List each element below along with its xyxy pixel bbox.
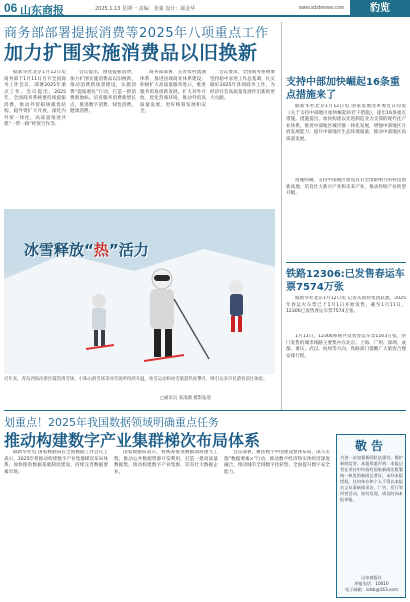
- side-story-1-body-2: 措施明确，支持中部地区建设具有全国影响力的科技创新高地，培育壮大新兴产业和未来产业，推动传统产业转型升级。: [286, 178, 406, 196]
- photo-credit: □通讯员 张凌湖 摄影报道: [160, 396, 211, 401]
- side-story-1-title: 支持中部加快崛起16条重点措施来了: [286, 77, 400, 101]
- bottom-kicker: 划重点！2025年我国数据领域明确重点任务: [4, 416, 219, 429]
- site-url: www.sdsbnews.com: [298, 5, 344, 11]
- notice-title: 敬告: [354, 439, 387, 453]
- section-divider: [4, 410, 406, 411]
- lead-column-1: 据新华社北京1月12日电 商务部于1月11日召开全国商务工作会议，部署2025年重点工作。会议提出，2025年，全国商务系统要持续提振消费，推动外贸稳规模优结构，稳外资扩大开放，深化内外贸一体化，高质量推进共建“一带一路”经贸合作等。: [4, 70, 66, 127]
- masthead: [0, 0, 410, 17]
- side-story-2-body: 据新华社北京1月12日电 记者从国铁集团获悉，2025年春运火车票已于1月1日开始发售，截至1月11日，12306已发售春运车票7574万张。: [286, 296, 406, 314]
- lead-column-2: 会议提出，围绕提振消费，加力扩围实施消费品以旧换新，推动消费新场景建设，实施消费“提质惠民”行动，打造一批消费新地标。培育服务消费新增长点，推进数字消费、绿色消费、健康消费。: [70, 70, 136, 114]
- notice-body: 为进一步加强新闻队伍建设，维护新闻信誉，本报郑重声明：本报记者在采访中均持有国家新闻出版署统一核发的新闻记者证，未经本报授权，任何单位和个人不得以本报名义从事新闻采访、广告、发行等经营活动。如有发现，请及时向本报举报。: [340, 455, 403, 502]
- ski-photo: [4, 209, 275, 374]
- side-story-2-body-2: 1月11日，12306系统共发售春运车票1163万张。热门发售的城市线路主要集中在北京、上海、广州、深圳、成都、重庆、武汉、杭州等方向，铁路部门提醒广大旅客合理安排行程。: [286, 334, 406, 359]
- issue-meta: 2025.1.13 星期一 责编：张强 设计：郝金华: [95, 6, 196, 12]
- side-story-1-body: 据新华社北京1月12日电 国家发展改革委近日印发《关于支持中部地区加快崛起的若干措施》，提出16条重点措施。措施提出，加快构建以先进制造业为支撑的现代化产业体系，推进中部地区城市群一体化发展，增强中部地区开放发展能力，提升中部地区生态环境质量，推动中部地区高质量发展。: [286, 104, 406, 142]
- bottom-column-1: 据新华社电 国家数据局在全国数据工作会议上表示，2025年将推动构建数字产业集群梯次布局体系，加快推进数据基础制度建设，持续完善数据要素市场。: [4, 450, 108, 475]
- photo-title: 冰雪释放“热”活力: [24, 241, 149, 259]
- bottom-headline: 推动构建数字产业集群梯次布局体系: [4, 431, 261, 450]
- lead-headline: 加力扩围实施消费品以旧换新: [4, 42, 258, 64]
- notice-signature: 山东商报社 举报电话：10010 电子邮箱：sdsb@163.com: [344, 575, 399, 592]
- notice-box: [336, 434, 406, 598]
- lead-column-3: 商务部部署，完善农村流通体系，推进县域商业体系建设；积极扩大高质量服务进口，推进服务贸易创新发展。扩大对外开放，优化营商环境，推动外贸高质量发展，更好统筹发展和安全。: [140, 70, 206, 114]
- side-story-divider: [286, 262, 406, 263]
- photo-caption: 近年来，青岛西海岸新区霞馆滑雪场、小珠山滑雪场等冰雪场所持续升温，冰雪运动和冰雪旅游热度攀升，吸引众多市民游客前往体验。: [4, 377, 268, 382]
- column-divider: [281, 22, 282, 410]
- lead-kicker: 商务部部署提振消费等2025年八项重点工作: [4, 26, 269, 41]
- ski-scene-illustration: [4, 209, 275, 374]
- lead-column-4: 会议要求，全国商务系统要坚持稳中求进工作总基调，扎实做好2025年各项商务工作，为经济社会高质量发展作出新的更大贡献。: [210, 70, 275, 101]
- side-story-2-title: 铁路12306:已发售春运车票7574万张: [286, 269, 405, 293]
- bottom-column-2: 国家数据局表示，将统筹推进数据领域重大工程，推动公共数据资源开发利用，打造一批高质量数据集。推动构建数字产业集群，培育壮大数据企业。: [114, 450, 218, 475]
- page-number: 06: [4, 1, 18, 15]
- bottom-column-3: 会议部署，聚焦数字中国建设整体布局，深入实施“数据要素×”行动，推动数字经济和实体经济深度融合，推动城市全域数字化转型，全面提升数字安全能力。: [224, 450, 330, 475]
- newspaper-name: 山东商报: [20, 4, 64, 17]
- section-brand: 豹览: [350, 0, 410, 17]
